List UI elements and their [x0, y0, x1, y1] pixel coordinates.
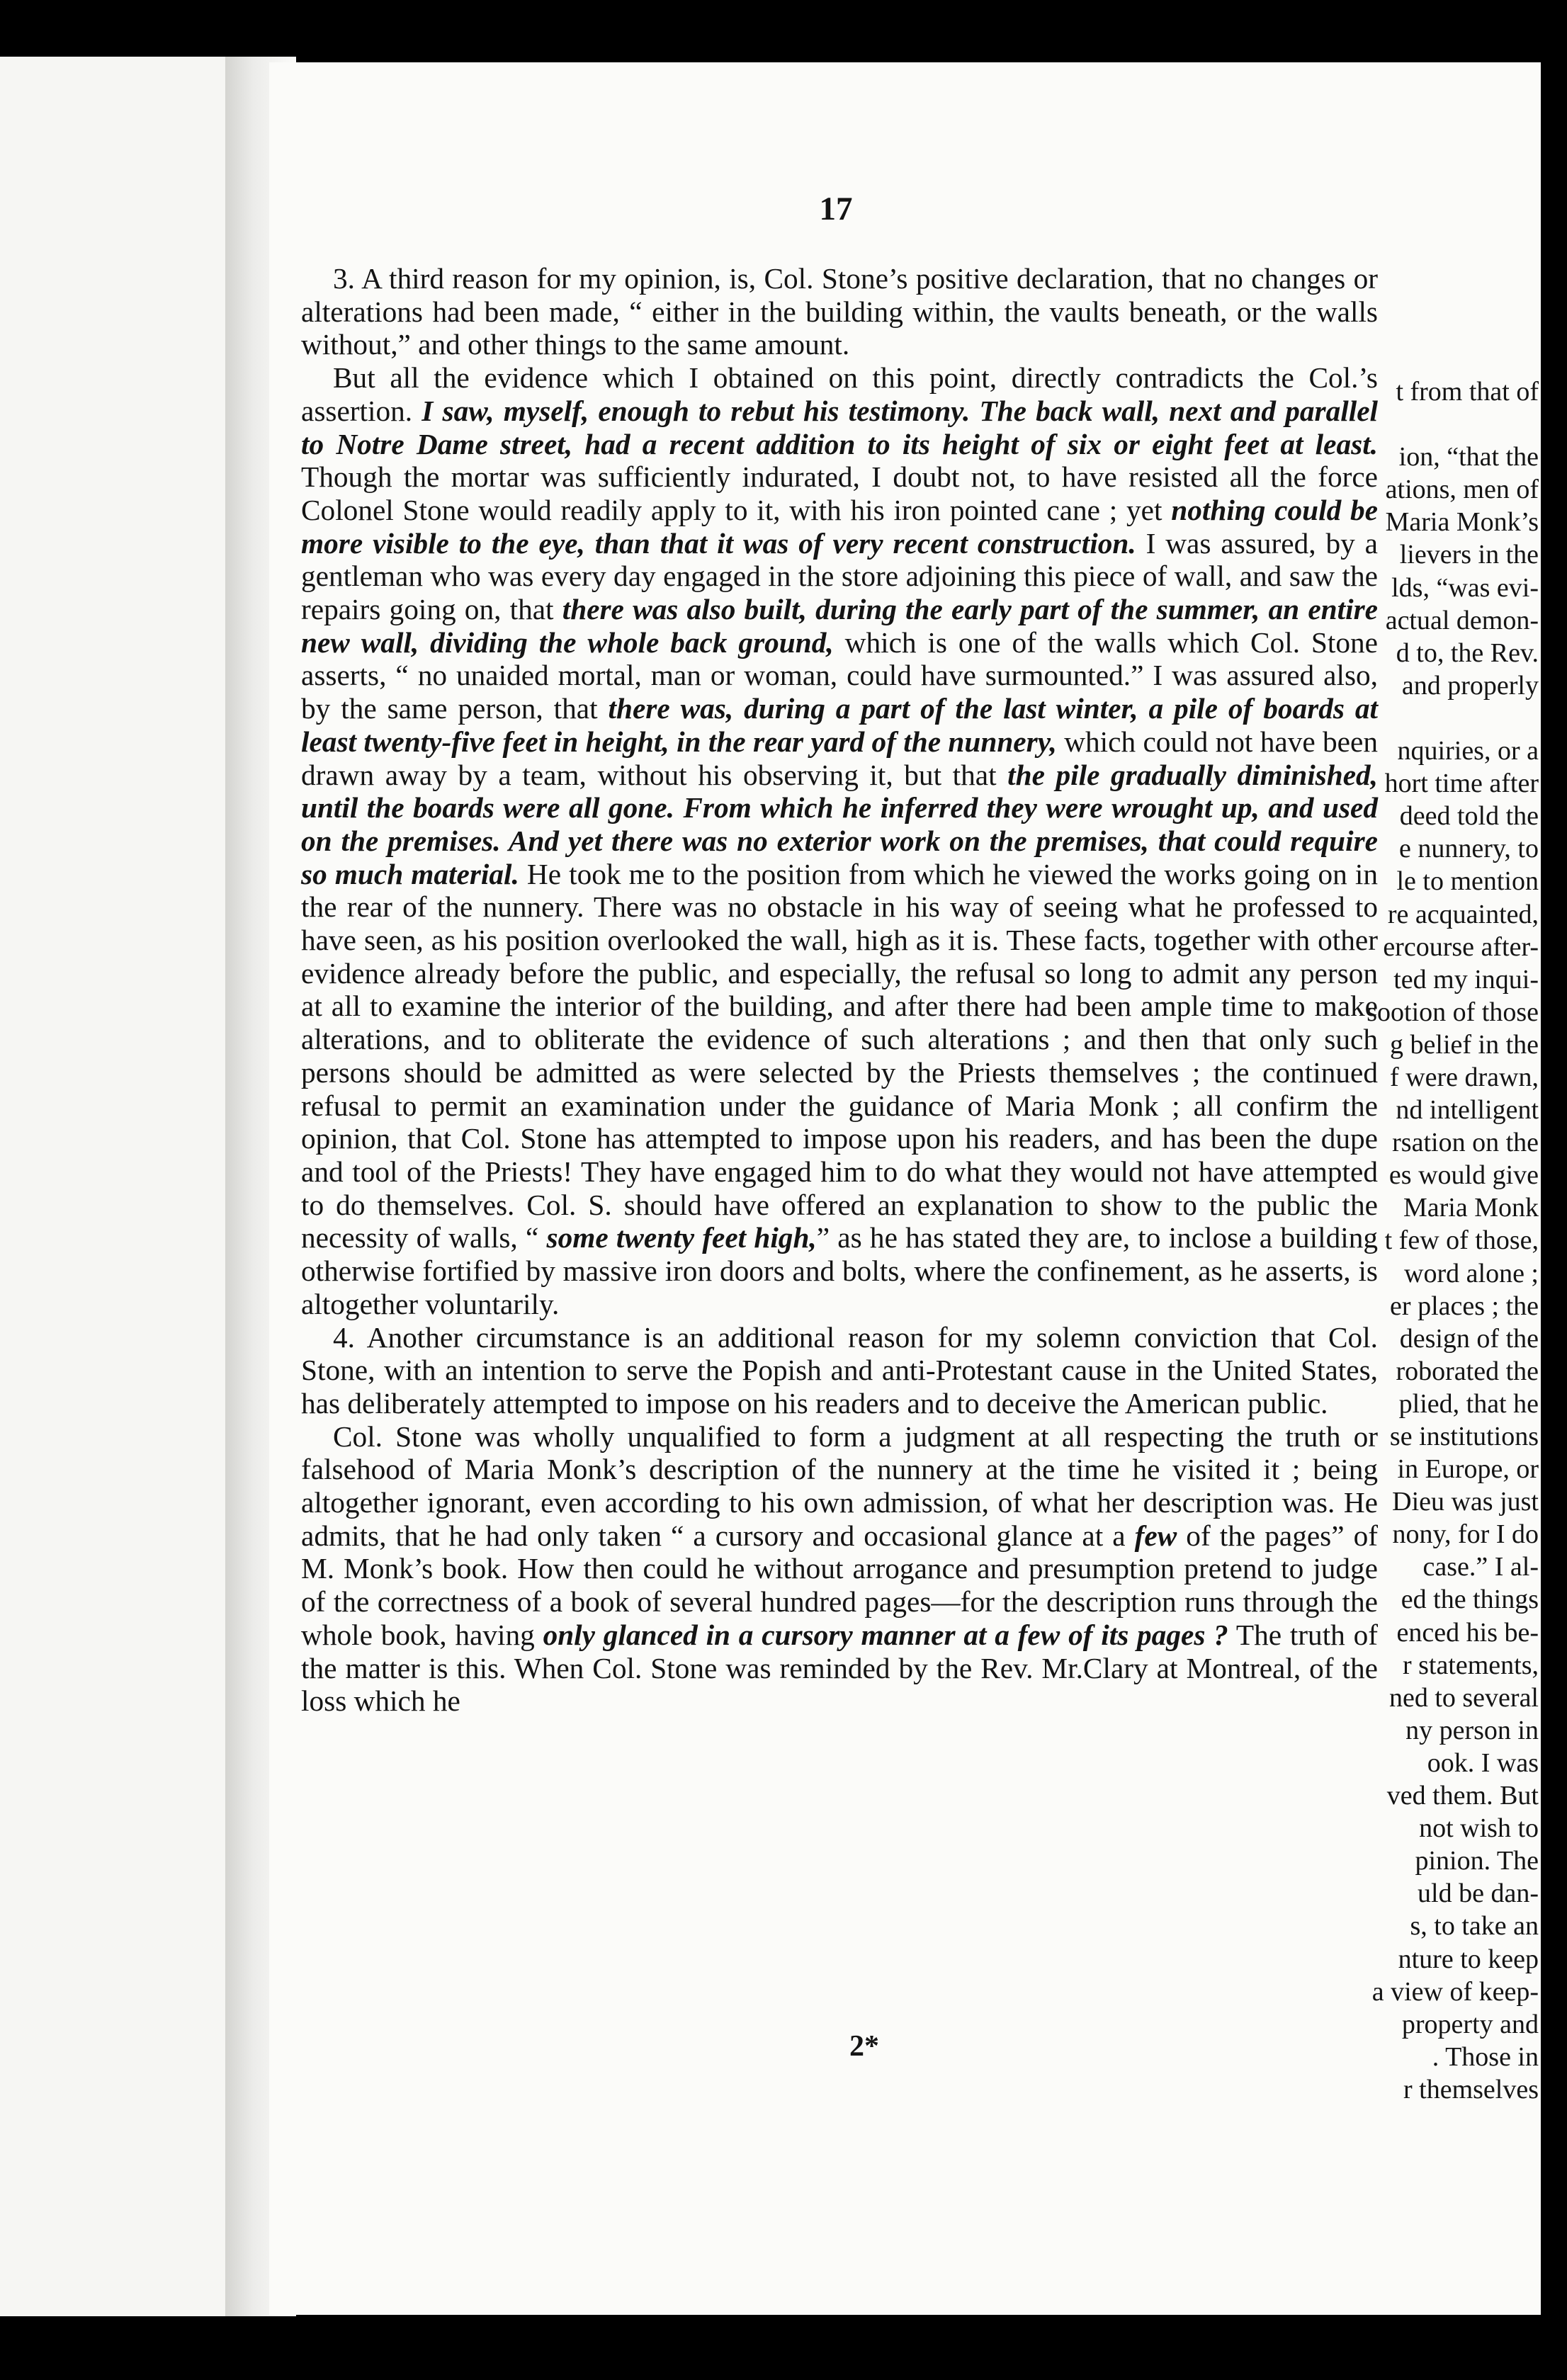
left-page-line: Maria Monk’s: [1385, 507, 1539, 538]
paragraph: [301, 361, 1378, 1320]
italic-run: there was also built, during the early part of the summer, an entire new wall, dividing the whole back ground,: [301, 593, 1378, 659]
left-page-line: . Those in: [1432, 2041, 1539, 2072]
left-page-line: design of the: [1399, 1323, 1539, 1354]
left-page-line: r themselves: [1403, 2074, 1539, 2104]
left-page-line: Maria Monk: [1403, 1193, 1539, 1223]
left-page-line: ny person in: [1405, 1715, 1539, 1745]
left-page-line: actual demon-: [1385, 605, 1539, 635]
left-page-line: lievers in the: [1399, 540, 1539, 570]
left-page-line: enced his be-: [1396, 1617, 1539, 1648]
left-page-line: se institutions: [1389, 1422, 1539, 1451]
text-run: 3. A third reason for my opinion, is, Col. Stone’s positive declaration, that no changes or alterations had been made, “ either in the building within, the vaults beneath, or the walls without,” and other things to the same amount.: [301, 262, 1378, 361]
left-page-line: d to, the Rev.: [1396, 638, 1539, 668]
left-page-line: ted my inqui-: [1393, 964, 1539, 994]
left-page-line: nture to keep: [1398, 1944, 1539, 1974]
italic-run: there was, during a part of the last winter, a pile of boards at least twenty-five feet in height, in the rear yard of the nunnery,: [301, 692, 1378, 758]
italic-run: I saw, myself, enough to rebut his testimony. The back wall, next and parallel to Notre Dame street, had a recent addition to its height of six or eight feet at least.: [301, 394, 1378, 460]
left-page-line: uld be dan-: [1418, 1878, 1539, 1909]
left-page-line: case.” I al-: [1422, 1552, 1539, 1582]
left-page-line: not wish to: [1419, 1813, 1539, 1844]
text-run: which is one of the walls which Col. Stone asserts, “ no unaided mortal, man or woman, could have surmounted.” I was assured also, by the same person, that: [301, 625, 1378, 725]
text-run: ” as he has stated they are, to inclose a building otherwise fortified by massive iron doors and bolts, where the confinement, as he asserts, is altogether voluntarily.: [301, 1221, 1379, 1320]
left-page-line: e nunnery, to: [1399, 834, 1539, 864]
left-page-line: f were drawn,: [1390, 1062, 1539, 1092]
italic-run: nothing could be more visible to the eye, than that it was of very recent construction.: [301, 493, 1379, 560]
left-page-line: nquiries, or a: [1397, 736, 1539, 766]
left-page-line: r statements,: [1402, 1650, 1539, 1680]
left-page-line: ved them. But: [1386, 1781, 1539, 1811]
left-page-line: t few of those,: [1384, 1225, 1539, 1256]
left-page-line: ations, men of: [1385, 475, 1539, 505]
left-page-line: and properly: [1401, 670, 1539, 701]
left-page-line: re acquainted,: [1387, 899, 1539, 929]
left-page-line: roborated the: [1396, 1356, 1539, 1386]
body-text: [301, 262, 1378, 1718]
left-page-line: t from that of: [1396, 377, 1539, 407]
page-number: 17: [819, 191, 853, 227]
left-page-line: word alone ;: [1404, 1258, 1539, 1288]
text-run: Col. Stone was wholly unqualified to form a judgment at all respecting the truth or falsehood of Maria Monk’s description of the nunnery at the time he visited it ; being altogether ignorant, even according to his own admission, of what her description was. He admits, that he had only taken “ a cursory and occasional glance at a: [301, 1420, 1378, 1552]
left-page-line: nd intelligent: [1396, 1095, 1539, 1126]
left-page-line: pinion. The: [1415, 1846, 1539, 1876]
left-page-line: es would give: [1388, 1160, 1539, 1191]
left-page-line: ion, “that the: [1398, 442, 1539, 472]
left-page-line: le to mention: [1396, 866, 1539, 897]
left-page-line: hort time after: [1384, 769, 1539, 799]
italic-run: the pile gradually diminished, until the boards were all gone. From which he inferred they were wrought up, and used on the premises. And yet there was no exterior work on the premises, that could require so much material.: [301, 758, 1379, 890]
italic-run: few: [1134, 1519, 1177, 1552]
left-page-line: ook. I was: [1427, 1747, 1539, 1778]
text-run: He took me to the position from which he viewed the works going on in the rear of the nunnery. There was no obstacle in his way of seeing what he professed to have seen, as his position overlooked the wall, high as it is. These facts, together with other evidence already before the public, and especially, the refusal so long to admit any person at all to examine the interior of the building, and after there had been ample time to make alterations, and to obliterate the evidence of such alterations ; and then that only such persons should be admitted as were selected by the Priests themselves ; the continued refusal to permit an examination under the guidance of Maria Monk ; all confirm the opinion, that Col. Stone has attempted to impose upon his readers, and has been the dupe and tool of the Priests! They have engaged him to do what they would not have attempted to do themselves. Col. S. should have offered an explanation to show to the public the necessity of walls, “: [301, 857, 1378, 1254]
text-run: The truth of the matter is this. When Col. Stone was reminded by the Rev. Mr.Clary at Montreal, of the loss which he: [301, 1618, 1378, 1718]
left-page-line: in Europe, or: [1397, 1454, 1539, 1485]
left-page: [0, 57, 238, 2316]
left-page-line: Dieu was just: [1392, 1487, 1539, 1517]
text-run: which could not have been drawn away by a team, without his observing it, but that: [301, 725, 1378, 791]
text-run: But all the evidence which I obtained on this point, directly contradicts the Col.’s assertion.: [301, 361, 1378, 427]
text-run: of the pages” of M. Monk’s book. How then could he without arrogance and presumption pretend to judge of the correctness of a book of several hundred pages—for the description runs through the whole book, having: [301, 1519, 1379, 1651]
left-page-line: property and: [1401, 2009, 1539, 2039]
left-page-line: ed the things: [1401, 1585, 1539, 1615]
italic-run: only glanced in a cursory manner at a few of its pages ?: [543, 1618, 1228, 1651]
text-run: 4. Another circumstance is an additional reason for my solemn conviction that Col. Stone, with an intention to serve the Popish and anti-Protestant cause in the United States, has deliberately attempted to impose on his readers and to deceive the American public.: [301, 1320, 1378, 1420]
left-page-line: g belief in the: [1390, 1029, 1539, 1060]
text-run: Though the mortar was sufficiently indurated, I doubt not, to have resisted all the force Colonel Stone would readily apply to it, with his iron pointed cane ; yet: [301, 460, 1378, 526]
left-page-line: deed told the: [1399, 801, 1539, 832]
left-page-line: plied, that he: [1398, 1388, 1539, 1419]
left-page-line: rsation on the: [1392, 1128, 1539, 1158]
paragraph: [301, 1420, 1378, 1718]
paragraph: [301, 262, 1378, 361]
paragraph: [301, 1321, 1378, 1420]
left-page-line: ercourse after-: [1383, 931, 1539, 962]
text-run: I was assured, by a gentleman who was every day engaged in the store adjoining this piece of wall, and saw the repairs going on, that: [301, 526, 1378, 626]
left-page-line: a view of keep-: [1371, 1976, 1539, 2007]
left-page-line: nony, for I do: [1392, 1519, 1539, 1550]
signature-mark: 2*: [849, 2030, 879, 2063]
left-page-line: s, to take an: [1410, 1911, 1539, 1942]
left-page-line: lds, “was evi-: [1391, 572, 1539, 603]
left-page-line: sootion of those: [1367, 997, 1539, 1027]
italic-run: some twenty feet high,: [546, 1221, 817, 1254]
left-page-line: ned to several: [1388, 1682, 1539, 1713]
left-page-line: er places ; the: [1390, 1291, 1539, 1321]
